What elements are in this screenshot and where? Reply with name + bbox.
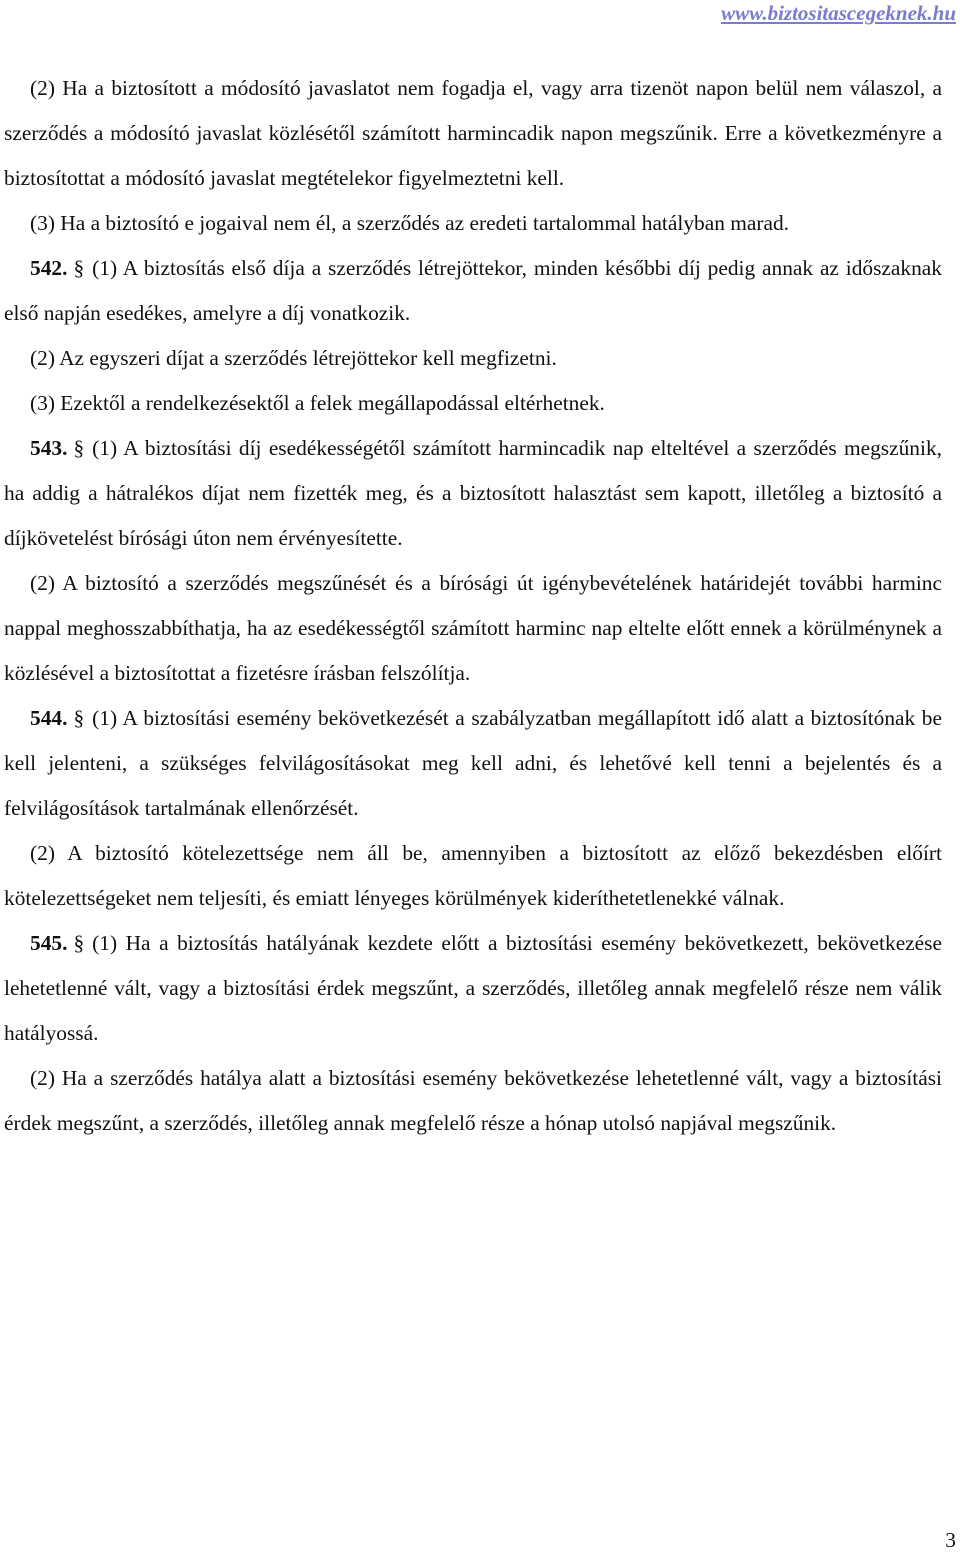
paragraph-542-3: (3) Ezektől a rendelkezésektől a felek megállapodással eltérhetnek. [30, 391, 605, 415]
section-545-1 [4, 921, 942, 1056]
paragraph-541-3: (3) Ha a biztosító e jogaival nem él, a szerződés az eredeti tartalommal hatályban marad. [30, 211, 790, 235]
site-url-link[interactable]: www.biztositascegeknek.hu [721, 1, 956, 25]
section-text: (1) Ha a biztosítás hatályának kezdete előtt a biztosítási esemény bekövetkezett, bekövetkezése lehetetlenné vált, vagy a biztosítási érdek megszűnt, a szerződés, illetőleg annak megfelelő része nem válik hatályossá. [4, 931, 942, 1045]
section-sign: § [73, 436, 85, 460]
section-number: 542. [30, 256, 68, 280]
section-sign: § [73, 256, 85, 280]
section-number: 544. [30, 706, 68, 730]
paragraph-542-2: (2) Az egyszeri díjat a szerződés létrejöttekor kell megfizetni. [30, 346, 557, 370]
section-544-1 [4, 696, 942, 831]
page-number: 3 [945, 1528, 956, 1552]
document-body [4, 66, 942, 1146]
section-text: (1) A biztosítási díj esedékességétől számított harmincadik nap elteltével a szerződés megszűnik, ha addig a hátralékos díjat nem fizették meg, és a biztosított halasztást sem kapott, illetőleg a biztosító a díjkövetelést bírósági úton nem érvényesítette. [4, 436, 942, 550]
section-sign: § [73, 706, 85, 730]
section-542-1 [4, 246, 942, 336]
paragraph-545-2: (2) Ha a szerződés hatálya alatt a biztosítási esemény bekövetkezése lehetetlenné vált, vagy a biztosítási érdek megszűnt, a szerződés, illetőleg annak megfelelő része a hónap utolsó napjával megszűnik. [4, 1066, 942, 1135]
paragraph-544-2: (2) A biztosító kötelezettsége nem áll be, amennyiben a biztosított az előző bekezdésben előírt kötelezettségeket nem teljesíti, és emiatt lényeges körülmények kideríthetetlenekké válnak. [4, 841, 942, 910]
paragraph-543-2: (2) A biztosító a szerződés megszűnését és a bírósági út igénybevételének határidejét további harminc nappal meghosszabbíthatja, ha az esedékességtől számított harminc nap eltelte előtt ennek a körülménynek a közlésével a biztosítottat a fizetésre írásban felszólítja. [4, 571, 942, 685]
section-text: (1) A biztosítás első díja a szerződés létrejöttekor, minden későbbi díj pedig annak az időszaknak első napján esedékes, amelyre a díj vonatkozik. [4, 256, 942, 325]
section-543-1 [4, 426, 942, 561]
paragraph-541-2: (2) Ha a biztosított a módosító javaslatot nem fogadja el, vagy arra tizenöt napon belül nem válaszol, a szerződés a módosító javaslat közlésétől számított harmincadik napon megszűnik. Erre a következményre a biztosítottat a módosító javaslat megtételekor figyelmeztetni kell. [4, 76, 942, 190]
section-text: (1) A biztosítási esemény bekövetkezését a szabályzatban megállapított idő alatt a biztosítónak be kell jelenteni, a szükséges felvilágosításokat meg kell adni, és lehetővé kell tenni a bejelentés és a felvilágosítások tartalmának ellenőrzését. [4, 706, 942, 820]
section-number: 543. [30, 436, 68, 460]
section-number: 545. [30, 931, 68, 955]
section-sign: § [73, 931, 85, 955]
